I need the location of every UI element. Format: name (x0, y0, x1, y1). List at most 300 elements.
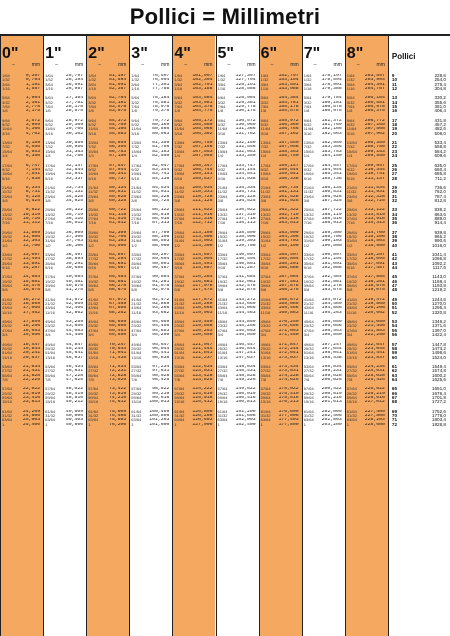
table-row (259, 109, 302, 113)
mm-value: 71,834 (109, 364, 127, 369)
table-row (259, 288, 302, 292)
row-group (0, 275, 43, 292)
row-group (43, 186, 86, 203)
fraction-label: 1/2 (131, 243, 137, 248)
fraction-label: 1/2 (217, 243, 224, 248)
fraction-label: 43/64 (88, 306, 99, 311)
mm-value: 113,506 (192, 234, 213, 239)
fraction-label: 1/8 (2, 109, 8, 114)
row-group (129, 96, 172, 113)
mm-value: 53,975 (109, 109, 127, 114)
mm-value: 97,234 (152, 364, 170, 369)
fraction-label: 27/64 (217, 216, 228, 221)
mm-value: 219,472 (364, 297, 385, 302)
table-row (172, 400, 215, 404)
inch-value: 70 (391, 412, 398, 418)
fraction-label: 11/32 (346, 190, 357, 195)
fraction-label: 1/16 (174, 87, 183, 92)
mm-value: 103,188 (192, 87, 213, 92)
fraction-label: 33/64 (88, 253, 99, 257)
row-group (172, 208, 215, 225)
fraction-label: 5/8 (174, 288, 180, 293)
mm-value: 8,334 (25, 185, 41, 190)
fraction-label: 5/16 (260, 176, 269, 181)
fraction-label: 41/64 (131, 297, 142, 302)
fraction-label: 15/64 (303, 149, 314, 154)
fraction-label: 15/64 (2, 149, 13, 154)
fraction-label: 1/8 (45, 109, 51, 114)
mm-value: 77,788 (152, 87, 170, 92)
fraction-label: 7/32 (88, 145, 96, 150)
row-group (388, 253, 450, 270)
fraction-label: 53/64 (45, 364, 56, 369)
mm-value: 142,478 (235, 284, 256, 289)
fraction-label: 35/64 (174, 261, 185, 266)
mm-value: 83,344 (152, 167, 170, 172)
inch-value: 36 (391, 220, 398, 226)
fraction-label: 13/16 (346, 355, 357, 360)
fraction-label: 17/64 (174, 163, 185, 168)
fraction-label: 1/4 (260, 154, 267, 159)
fraction-label: 5/64 (2, 96, 10, 101)
row-group (43, 343, 86, 360)
row-group (216, 186, 259, 203)
mm-value: 736,6 (434, 184, 446, 190)
row-group (259, 320, 302, 337)
inch-value: 39 (391, 238, 398, 244)
fraction-label: 7/16 (303, 221, 312, 226)
fraction-label: 21/32 (217, 302, 228, 307)
row-group (388, 387, 450, 404)
mm-value: 28,178 (65, 105, 84, 110)
table-row (43, 378, 86, 382)
row-group (0, 298, 43, 315)
mm-value: 9,525 (25, 198, 41, 203)
table-row (345, 378, 388, 382)
fraction-label: 31/32 (303, 413, 314, 418)
mm-value: 82,153 (152, 149, 170, 154)
fraction-label: 5/16 (174, 176, 183, 181)
table-row (43, 266, 86, 270)
mm-value: 225,822 (364, 387, 385, 392)
mm-value: 222,250 (364, 333, 385, 338)
inch-value: 72 (391, 421, 398, 427)
mm-value: 228,203 (364, 418, 385, 423)
mm-value: 91,281 (152, 279, 170, 284)
fraction-label: 1/16 (2, 87, 10, 92)
fraction-label: 1/4 (2, 154, 8, 159)
mm-value: 133,747 (235, 163, 256, 168)
mm-value: 200,819 (321, 391, 342, 396)
mm-value: 129,381 (235, 100, 256, 105)
mm-value: 188,913 (321, 221, 342, 226)
fraction-label: 51/64 (131, 351, 142, 356)
row-group (216, 231, 259, 248)
mm-value: 80,566 (152, 127, 170, 132)
table-row (129, 311, 172, 315)
mm-value: 584,2 (434, 148, 446, 154)
fraction-label: 37/64 (131, 275, 142, 280)
subheader-dash: – (98, 62, 101, 68)
fraction-label: 33/64 (174, 253, 185, 257)
mm-value: 3,175 (25, 109, 41, 114)
table-row (172, 311, 215, 315)
mm-value: 28,972 (65, 118, 84, 123)
mm-value: 28,575 (65, 109, 84, 114)
mm-value: 46,434 (65, 364, 84, 369)
mm-value: 101,203 (149, 418, 170, 423)
row-group (172, 186, 215, 203)
fraction-label: 3/8 (217, 198, 224, 203)
row-group (388, 96, 450, 113)
fraction-label: 29/32 (303, 391, 314, 396)
mm-value: 169,069 (278, 302, 299, 307)
fraction-label: 61/64 (260, 409, 271, 414)
fraction-label: 1/2 (260, 243, 267, 248)
fraction-label: 15/64 (260, 149, 271, 154)
mm-value: 1219,2 (431, 287, 446, 293)
mm-value: 1371,6 (431, 323, 446, 329)
mm-value: 50,403 (65, 418, 84, 423)
fraction-label: 1/4 (131, 154, 137, 159)
inch-value: 53 (391, 319, 398, 325)
mm-value: 19,050 (22, 333, 41, 338)
row-group (43, 231, 86, 248)
fraction-label: 61/64 (174, 409, 185, 414)
table-row (129, 244, 172, 248)
mm-value: 145,653 (235, 328, 256, 333)
fraction-label: 17/64 (88, 163, 99, 168)
mm-value: 17,066 (22, 306, 41, 311)
fraction-label: 39/64 (303, 284, 314, 289)
inch-column (172, 36, 215, 636)
inch-value: 17 (391, 117, 398, 123)
fraction-label: 21/32 (88, 302, 99, 307)
mm-value: 202,406 (321, 413, 342, 418)
fraction-label: 33/64 (346, 253, 357, 257)
fraction-label: 7/32 (2, 145, 10, 150)
mm-value: 31,750 (65, 154, 84, 159)
fraction-label: 27/64 (174, 216, 185, 221)
mm-value: 18,256 (22, 324, 41, 329)
fraction-label: 39/64 (45, 284, 56, 289)
mm-value: 207,169 (364, 123, 385, 128)
fraction-label: 43/64 (346, 306, 357, 311)
mm-value: 152,797 (278, 74, 299, 78)
fraction-label: 1/32 (131, 78, 140, 83)
fraction-label: 63/64 (88, 418, 99, 423)
mm-value: 22,225 (22, 377, 41, 382)
subheader-dash: – (227, 62, 231, 68)
mm-value: 176,213 (278, 400, 299, 405)
row-group (0, 119, 43, 136)
row-group (259, 74, 302, 91)
mm-value: 1320,8 (431, 309, 446, 315)
table-row (345, 288, 388, 292)
table-row (172, 132, 215, 136)
mm-value: 168,672 (278, 297, 299, 302)
fraction-label: 13/32 (260, 212, 271, 217)
row-group (86, 387, 129, 404)
mm-value: 38,497 (65, 253, 84, 257)
mm-value: 190,897 (321, 253, 342, 257)
table-row (302, 400, 345, 404)
pollici-row (388, 109, 450, 113)
mm-value: 226,616 (364, 395, 385, 400)
fraction-label: 1/32 (45, 78, 53, 83)
mm-value: 23,019 (22, 391, 41, 396)
mm-value: 156,369 (278, 123, 299, 128)
inch-value: 54 (391, 323, 398, 329)
fraction-label: 31/64 (260, 239, 271, 244)
fraction-label: 13/64 (303, 141, 314, 146)
table-row (0, 132, 43, 136)
mm-value: 130,175 (235, 109, 256, 114)
column-header: 4" (174, 45, 191, 62)
mm-value: 79,375 (152, 109, 170, 114)
table-row (0, 288, 43, 292)
mm-value: 194,469 (321, 302, 342, 307)
mm-value: 1066,8 (431, 256, 446, 262)
fraction-label: 27/32 (45, 369, 56, 374)
fraction-label: 17/32 (174, 257, 185, 262)
fraction-label: 37/64 (303, 275, 314, 280)
inch-value: 64 (391, 376, 398, 382)
mm-value: 99,219 (152, 391, 170, 396)
mm-value: 107,950 (192, 154, 213, 159)
fraction-label: 7/64 (131, 105, 140, 110)
mm-value: 217,091 (364, 261, 385, 266)
mm-value: 133,350 (235, 154, 256, 159)
fraction-label: 13/64 (2, 141, 13, 146)
mm-value: 117,872 (192, 297, 213, 302)
mm-value: 43,656 (65, 324, 84, 329)
row-group (302, 253, 345, 270)
mm-value: 121,444 (192, 346, 213, 351)
fraction-label: 15/32 (260, 234, 271, 239)
mm-value: 64,691 (109, 261, 127, 266)
table-row (129, 400, 172, 404)
fraction-label: 25/64 (303, 208, 314, 213)
fraction-label: 1 (88, 422, 91, 427)
mm-value: 176,609 (278, 409, 299, 414)
table-row (86, 221, 129, 225)
mm-value: 150,813 (235, 400, 256, 405)
row-group (86, 343, 129, 360)
fraction-label: 51/64 (45, 351, 56, 356)
mm-value: 7,938 (25, 176, 41, 181)
mm-value: 212,328 (364, 194, 385, 199)
row-group (43, 164, 86, 181)
row-group (345, 186, 388, 203)
fraction-label: 1 (45, 422, 48, 427)
fraction-label: 31/64 (2, 239, 13, 244)
pollici-row (388, 400, 450, 404)
fraction-label: 49/64 (45, 342, 56, 347)
mm-value: 15,478 (22, 284, 41, 289)
row-group (259, 141, 302, 158)
mm-value: 13,891 (22, 261, 41, 266)
mm-value: 39,291 (65, 261, 84, 266)
fraction-label: 13/64 (217, 141, 228, 146)
table-row (86, 333, 129, 337)
table-row (172, 356, 215, 360)
row-group (43, 365, 86, 382)
mm-value: 100,409 (149, 409, 170, 414)
mm-value: 1092,2 (431, 260, 446, 266)
row-group (302, 410, 345, 427)
fraction-label: 3/4 (88, 333, 94, 338)
row-group (129, 343, 172, 360)
fraction-label: 41/64 (346, 297, 357, 302)
column-rows (345, 74, 388, 427)
mm-value: 167,878 (278, 284, 299, 289)
fraction-label: 27/32 (2, 369, 13, 374)
fraction-label: 1/64 (260, 74, 269, 78)
mm-value: 56,753 (109, 149, 127, 154)
mm-value: 1295,4 (431, 305, 446, 311)
mm-value: 86,916 (152, 216, 170, 221)
fraction-label: 3/4 (260, 333, 267, 338)
fraction-label: 3/8 (45, 198, 51, 203)
mm-value: 71,438 (109, 355, 127, 360)
pollici-row (388, 244, 450, 248)
fraction-label: 55/64 (131, 373, 142, 378)
mm-value: 93,662 (152, 310, 170, 315)
row-group (86, 298, 129, 315)
fraction-label: 57/64 (131, 387, 142, 392)
inch-value: 68 (391, 399, 398, 405)
fraction-label: 13/32 (174, 212, 185, 217)
mm-value: 90,487 (152, 266, 170, 271)
table-row (345, 132, 388, 136)
column-divider (172, 36, 173, 636)
table-row (302, 333, 345, 337)
fraction-label: 19/64 (217, 172, 228, 177)
fraction-label: 53/64 (346, 364, 357, 369)
table-row (216, 423, 259, 427)
fraction-label: 29/32 (260, 391, 271, 396)
mm-value: 65,484 (109, 275, 127, 280)
mm-value: 97,631 (152, 369, 170, 374)
mm-value: 558,8 (434, 144, 446, 150)
mm-value: 186,928 (321, 194, 342, 199)
fraction-label: 7/32 (346, 145, 355, 150)
fraction-label: 25/32 (346, 346, 357, 351)
fraction-label: 59/64 (131, 395, 142, 400)
fraction-label: 29/32 (45, 391, 56, 396)
mm-value: 96,838 (152, 355, 170, 360)
fraction-label: 9/16 (260, 266, 269, 271)
row-group (302, 119, 345, 136)
mm-value: 48,419 (65, 391, 84, 396)
fraction-label: 9/16 (2, 266, 10, 271)
mm-value: 1676,4 (431, 390, 446, 396)
mm-value: 108,347 (192, 163, 213, 168)
mm-value: 73,422 (109, 387, 127, 392)
mm-value: 196,056 (321, 324, 342, 329)
fraction-label: 11/64 (45, 127, 55, 132)
fraction-label: 11/64 (131, 127, 142, 132)
fraction-label: 25/64 (88, 208, 99, 213)
inch-value: 52 (391, 309, 398, 315)
row-group (259, 208, 302, 225)
mm-value: 7,144 (25, 167, 41, 172)
mm-value: 30,162 (65, 131, 84, 136)
mm-value: 92,869 (152, 302, 170, 307)
fraction-label: 5/16 (217, 176, 226, 181)
mm-value: 1168,4 (432, 278, 446, 284)
mm-value: 195,659 (321, 320, 342, 325)
mm-value: 9,128 (25, 194, 41, 199)
column-rows (216, 74, 259, 427)
row-group (388, 164, 450, 181)
mm-value: 126,206 (192, 413, 213, 418)
mm-value: 168,275 (278, 288, 299, 293)
mm-value: 1346,2 (431, 319, 446, 325)
mm-value: 45,244 (65, 346, 84, 351)
fraction-label: 13/32 (303, 212, 314, 217)
mm-value: 75,406 (109, 413, 127, 418)
mm-value: 215,503 (364, 239, 385, 244)
mm-value: 105,569 (192, 123, 213, 128)
mm-value: 186,134 (321, 185, 342, 190)
row-group (388, 208, 450, 225)
row-group (302, 141, 345, 158)
mm-value: 207,566 (364, 127, 385, 132)
fraction-label: 43/64 (2, 306, 13, 311)
table-row (0, 154, 43, 158)
table-row (86, 288, 129, 292)
row-group (302, 387, 345, 404)
table-row (345, 266, 388, 270)
fraction-label: 5/8 (260, 288, 267, 293)
fraction-label: 15/32 (346, 234, 357, 239)
inch-value: 28 (391, 175, 398, 181)
fraction-label: 7/64 (346, 105, 355, 110)
mm-value: 16,669 (22, 302, 41, 307)
fraction-label: 37/64 (346, 275, 357, 280)
table-row (129, 423, 172, 427)
table-row (345, 311, 388, 315)
fraction-label: 9/16 (174, 266, 183, 271)
mm-value: 89,297 (152, 253, 170, 257)
mm-value: 66,278 (109, 284, 127, 289)
table-row (43, 288, 86, 292)
mm-value: 25,797 (65, 74, 84, 78)
subheader-unit: mm (376, 62, 385, 68)
mm-value: 197,644 (321, 346, 342, 351)
row-group (172, 298, 215, 315)
table-row (259, 266, 302, 270)
row-group (172, 275, 215, 292)
fraction-label: 29/64 (346, 230, 357, 235)
fraction-label: 5/64 (45, 96, 53, 101)
mm-value: 184,150 (321, 154, 342, 159)
fraction-label: 11/64 (303, 127, 314, 132)
fraction-label: 33/64 (131, 253, 142, 257)
mm-value: 217,884 (364, 275, 385, 280)
mm-value: 149,622 (235, 387, 256, 392)
mm-value: 1193,8 (432, 283, 446, 289)
mm-value: 61,516 (109, 216, 127, 221)
mm-value: 85,725 (152, 198, 170, 203)
mm-value: 152,003 (235, 418, 256, 423)
row-group (86, 410, 129, 427)
mm-value: 205,581 (364, 100, 385, 105)
fraction-label: 55/64 (260, 373, 271, 378)
mm-value: 103,981 (192, 100, 213, 105)
